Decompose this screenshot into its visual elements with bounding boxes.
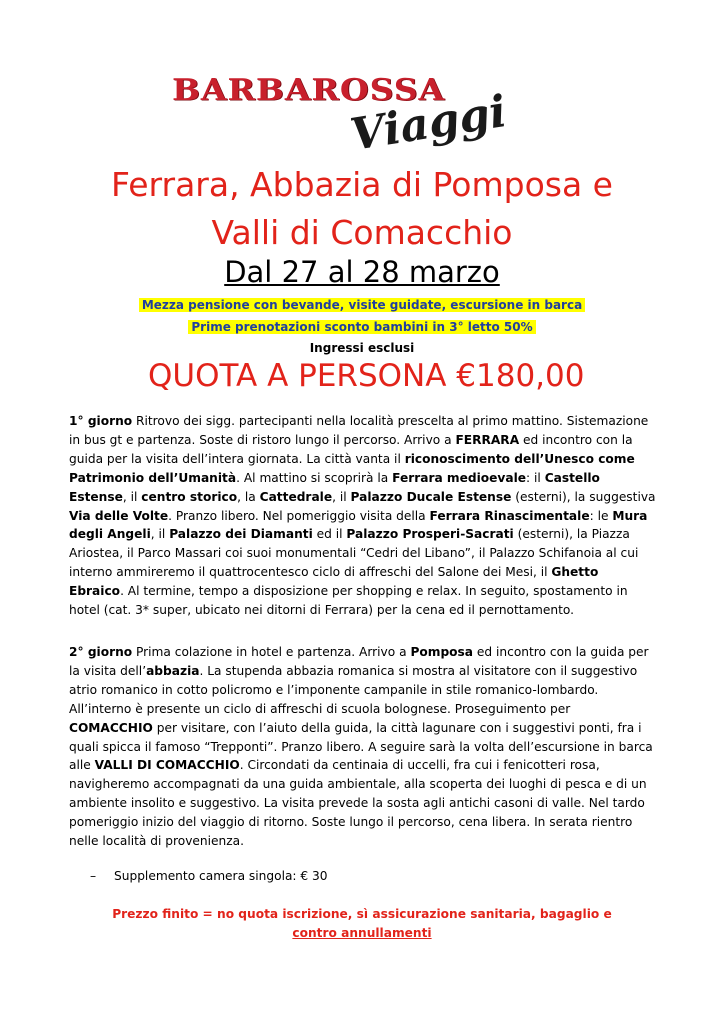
day1-paragraph	[69, 412, 657, 620]
highlight-text-1: Mezza pensione con bevande, visite guidate, escursione in barca	[139, 298, 585, 312]
day1-bold-7: Palazzo Ducale Estense	[350, 489, 512, 504]
day1-bold-12: Palazzo Prosperi-Sacrati	[346, 527, 514, 542]
day1-text-14: . Al termine, tempo a disposizione per shopping e relax. In seguito, spostamento in hotel (cat. 3* super, ubicato nei ditorni di Ferrara) per la cena ed il pernottamento.	[69, 584, 628, 618]
day2-text-2: ed incontro con la guida per la visita dell’	[69, 645, 649, 678]
day1-text-8: (esterni), la suggestiva	[511, 489, 656, 504]
logo-text-viaggi: Viaggi	[346, 86, 510, 161]
day1-text-9: . Pranzo libero. Nel pomeriggio visita della	[168, 508, 430, 523]
supplement-text: Supplemento camera singola: € 30	[114, 869, 328, 883]
page-title-line1: Ferrara, Abbazia di Pomposa e	[111, 165, 613, 204]
day2-bold-1: Pomposa	[410, 645, 474, 659]
day2-paragraph	[69, 643, 657, 851]
day2-text-5: . Circondati da centinaia di uccelli, fra cui i fenicotteri rosa, navigheremo accompagnati da una guida ambientale, alla scoperta dei luoghi di pesca e di un ambiente insolito e suggestivo. La visita prevede la sosta agli antichi casoni di valle. Nel tardo pomeriggio inizio del viaggio di ritorno. Soste lungo il percorso, cena libera. In serata rientro nelle località di provenienza.	[69, 758, 647, 849]
day1-text-13: (esterni), la Piazza Ariostea, il Parco Massari coi suoi monumentali “Cedri del Libano”, il Palazzo Schifanoia al cui interno ammireremo il quattrocentesco ciclo di affreschi del Salone dei Mesi, il	[69, 527, 639, 580]
price-per-person: QUOTA A PERSONA €180,00	[148, 358, 585, 394]
page-title-line2: Valli di Comacchio	[211, 213, 513, 252]
highlight-text-3: Ingressi esclusi	[309, 341, 415, 355]
day1-bold-1: FERRARA	[455, 432, 520, 447]
day1-text-3: . Al mattino si scoprirà la	[236, 470, 393, 485]
day1-bold-8: Via delle Volte	[69, 508, 169, 523]
day1-bold-6: Cattedrale	[259, 489, 333, 504]
day1-text-11: , il	[150, 527, 170, 542]
list-dash: –	[90, 869, 97, 883]
supplement-list-item	[90, 869, 328, 883]
highlight-text-2: Prime prenotazioni sconto bambini in 3° letto 50%	[188, 320, 535, 334]
day1-text-4: : il	[526, 470, 545, 485]
day1-bold-9: Ferrara Rinascimentale	[429, 508, 590, 523]
day1-bold-13: Ghetto Ebraico	[69, 565, 599, 599]
day2-text-4: per visitare, con l’aiuto della guida, la città lagunare con i suggestivi ponti, fra i quali spicca il famoso “Trepponti”. Pranzo libero. A seguire sarà la volta dell’escursione in barca alle	[69, 720, 653, 773]
highlight-line-2	[0, 318, 724, 336]
price-conditions	[90, 905, 634, 943]
logo-text-barbarossa: BARBAROSSA	[172, 71, 446, 108]
barbarossa-viaggi-logo	[150, 62, 520, 161]
day2-bold-3: COMACCHIO	[69, 720, 153, 735]
day1-text-2: ed incontro con la guida per la visita dell’intera giornata. La città vanta il	[69, 432, 633, 466]
highlight-line-3	[0, 339, 724, 357]
day1-bold-3: Ferrara medioevale	[392, 470, 527, 485]
price-conditions-text: Prezzo finito = no quota iscrizione, sì assicurazione sanitaria, bagaglio e	[112, 907, 612, 921]
day1-bold-4: Castello Estense	[69, 470, 600, 504]
travel-dates: Dal 27 al 28 marzo	[224, 255, 500, 289]
cancellation-link[interactable]: contro annullamenti	[292, 926, 432, 940]
day2-text-3: . La stupenda abbazia romanica si mostra al visitatore con il suggestivo atrio romanico in cotto policromo e l’imponente campanile in stile romanico-lombardo. All’interno è presente un ciclo di affreschi di scuola bolognese. Proseguimento per	[69, 663, 638, 716]
day1-bold-5: centro storico	[141, 489, 238, 504]
day1-text-6: , la	[237, 489, 260, 504]
day1-bold-11: Palazzo dei Diamanti	[169, 527, 313, 542]
day1-text-1: Ritrovo dei sigg. partecipanti nella località prescelta al primo mattino. Sistemazione in bus gt e partenza. Soste di ristoro lungo il percorso. Arrivo a	[69, 414, 649, 447]
day1-bold-2: riconoscimento dell’Unesco come Patrimonio dell’Umanità	[69, 451, 635, 485]
day1-label: 1° giorno	[69, 414, 133, 428]
day2-text-1: Prima colazione in hotel e partenza. Arrivo a	[132, 645, 411, 659]
day1-text-5: , il	[122, 489, 142, 504]
highlight-line-1	[0, 296, 724, 314]
day2-label: 2° giorno	[69, 645, 133, 659]
day2-bold-2: abbazia	[146, 663, 200, 678]
day1-text-12: ed il	[312, 527, 347, 542]
day1-text-10: : le	[589, 508, 613, 523]
day1-text-7: , il	[332, 489, 351, 504]
day2-bold-4: VALLI DI COMACCHIO	[94, 758, 240, 773]
day1-bold-10: Mura degli Angeli	[69, 508, 648, 542]
